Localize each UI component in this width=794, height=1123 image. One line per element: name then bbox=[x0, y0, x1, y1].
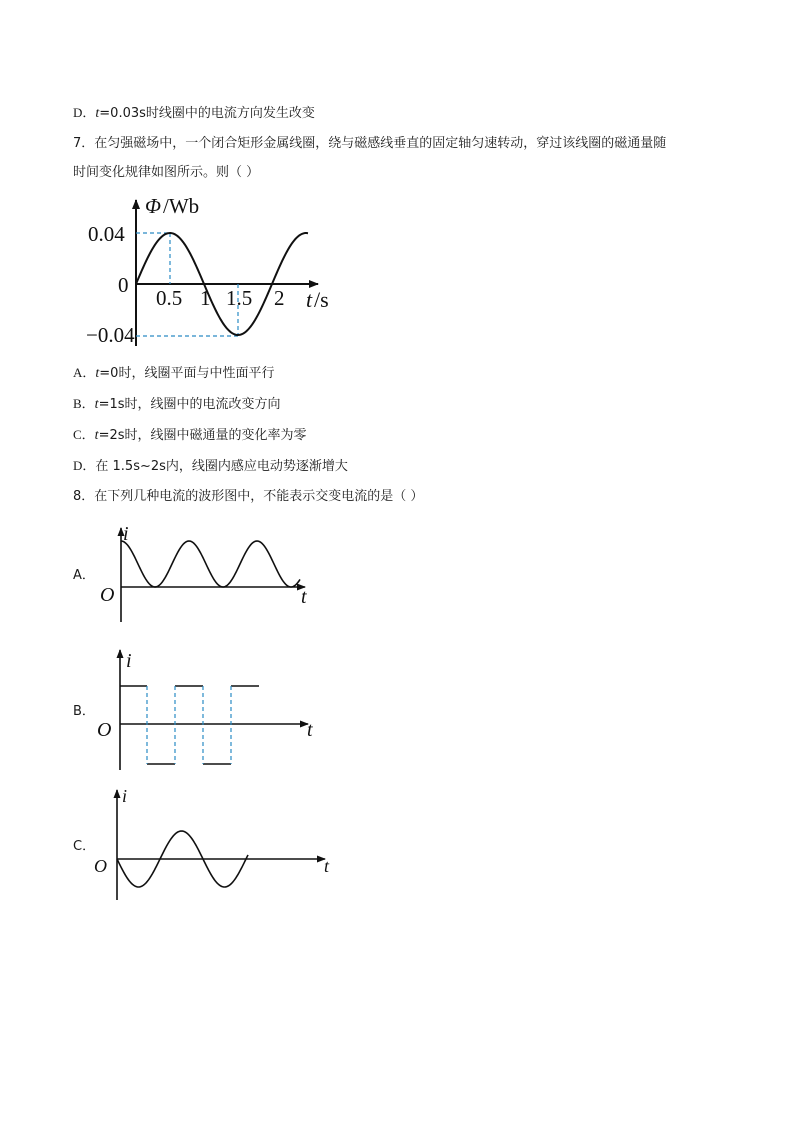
b-wave-transitions bbox=[147, 686, 231, 764]
q8-option-c-letter: C． bbox=[73, 839, 96, 854]
option-variable: t bbox=[94, 428, 99, 443]
option-variable: t bbox=[95, 106, 100, 121]
b-ylabel: i bbox=[126, 650, 132, 672]
option-letter: D． bbox=[73, 105, 96, 120]
option-text: =2s时，线圈中磁通量的变化率为零 bbox=[98, 428, 307, 443]
q8-graph-c bbox=[94, 786, 330, 900]
q8-stem: 8．在下列几种电流的波形图中，不能表示交变电流的是（ ） bbox=[73, 489, 424, 504]
q8-option-b-letter: B． bbox=[73, 704, 95, 719]
a-origin: O bbox=[100, 584, 115, 606]
c-xlabel: t bbox=[324, 856, 330, 876]
option-letter: D． bbox=[73, 458, 96, 473]
q7-xlabel-symbol: t bbox=[306, 287, 313, 312]
q7-xlabel-unit: /s bbox=[314, 287, 329, 312]
q7-ytick-max: 0.04 bbox=[88, 222, 125, 246]
q8-option-a-letter: A． bbox=[73, 568, 95, 583]
option-text: 在 1.5s~2s内，线圈内感应电动势逐渐增大 bbox=[95, 459, 348, 474]
a-xlabel: t bbox=[301, 586, 307, 608]
q7-ytick-min: −0.04 bbox=[86, 323, 135, 347]
q7-ytick-zero: 0 bbox=[118, 273, 129, 297]
option-letter: C． bbox=[73, 427, 95, 442]
q7-xtick-1: 1 bbox=[200, 286, 211, 310]
option-text: =0时，线圈平面与中性面平行 bbox=[99, 366, 275, 381]
q8-graph-b bbox=[97, 650, 313, 770]
q7-xtick-2: 2 bbox=[274, 286, 285, 310]
q7-ylabel-unit: /Wb bbox=[163, 194, 200, 218]
q7-ylabel-symbol: Φ bbox=[145, 194, 161, 218]
q7-stem-line-1: 7．在匀强磁场中，一个闭合矩形金属线圈，绕与磁感线垂直的固定轴匀速转动，穿过该线圈的磁通量随 bbox=[73, 136, 667, 151]
q7-xtick-1-5: 1.5 bbox=[226, 286, 253, 310]
q7-xtick-0-5: 0.5 bbox=[156, 286, 183, 310]
option-text: =0.03s时线圈中的电流方向发生改变 bbox=[99, 106, 315, 121]
a-ylabel: i bbox=[123, 523, 129, 545]
b-xlabel: t bbox=[307, 719, 313, 741]
option-letter: B． bbox=[73, 396, 95, 411]
option-text: =1s时，线圈中的电流改变方向 bbox=[98, 397, 281, 412]
c-ylabel: i bbox=[122, 786, 128, 806]
option-letter: A． bbox=[73, 365, 96, 380]
q8-graph-a bbox=[100, 523, 307, 622]
a-wave bbox=[121, 541, 300, 587]
option-variable: t bbox=[95, 366, 100, 381]
q7-stem-line-2: 时间变化规律如图所示。则（ ） bbox=[73, 165, 260, 180]
b-origin: O bbox=[97, 719, 112, 741]
c-origin: O bbox=[94, 856, 107, 876]
option-variable: t bbox=[94, 397, 99, 412]
